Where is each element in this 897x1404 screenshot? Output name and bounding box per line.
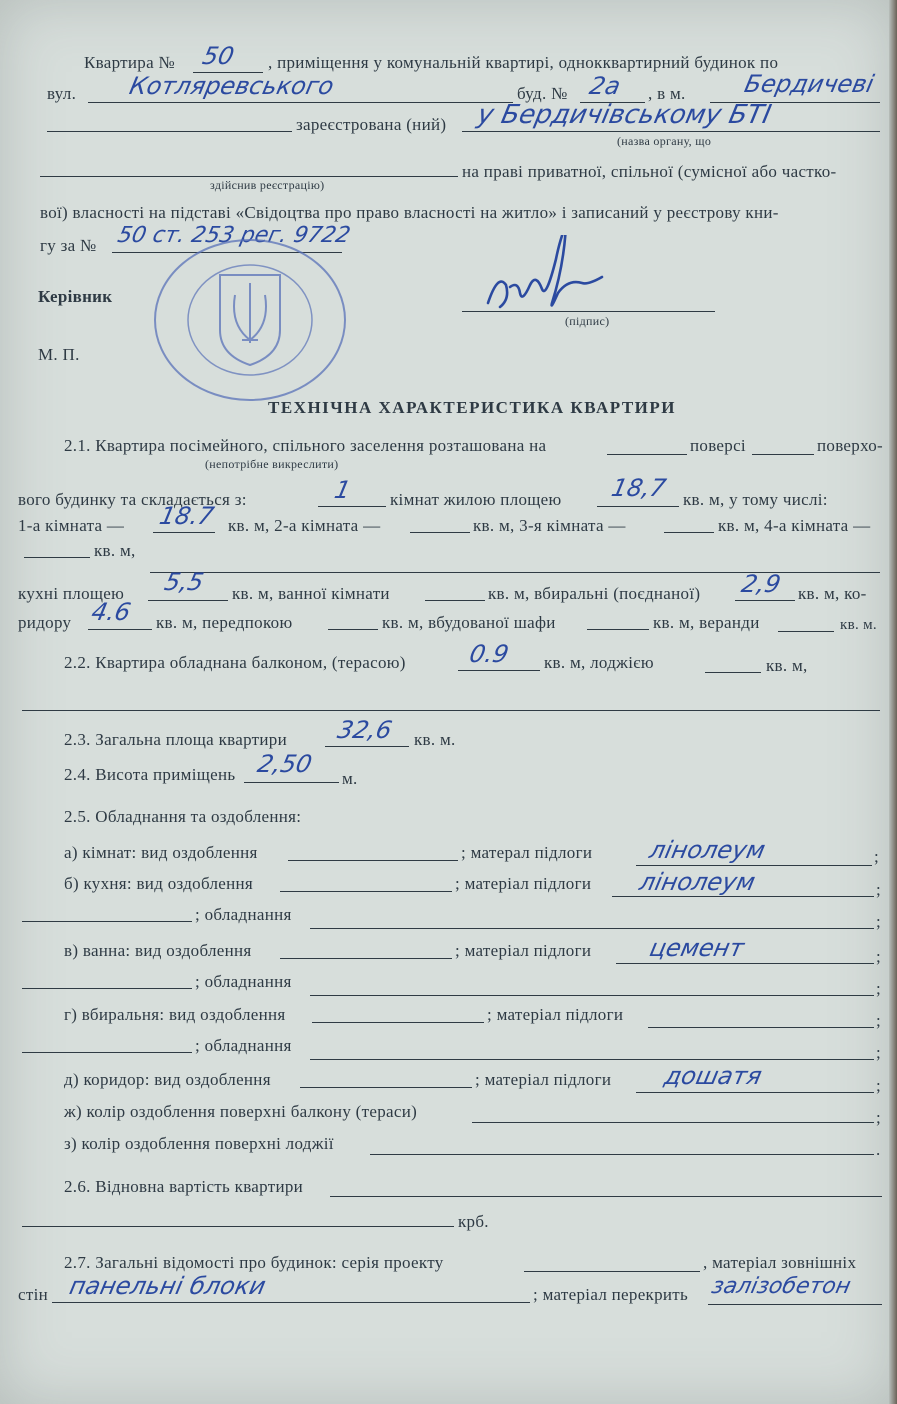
underline <box>148 600 228 601</box>
underline <box>310 928 874 929</box>
underline <box>462 311 715 312</box>
registrar-hint: (назва органу, що <box>617 134 712 148</box>
veranda-label: кв. м, веранди <box>653 613 760 632</box>
semicolon: ; <box>876 1108 882 1127</box>
corridor-value: 4.6 <box>89 598 134 626</box>
s22-label: 2.2. Квартира обладнана балконом, (терасою) <box>64 653 406 672</box>
underline <box>648 1027 874 1028</box>
underline <box>153 532 215 533</box>
underline <box>524 1271 700 1272</box>
s24-unit: м. <box>342 769 358 788</box>
room1-value: 18.7 <box>157 502 217 530</box>
veranda-unit: кв. м. <box>840 617 877 633</box>
balcony-color-label: ж) колір оздоблення поверхні балкону (тераси) <box>64 1102 418 1121</box>
kitchen-floor-value: лінолеум <box>637 868 758 896</box>
underline <box>330 1196 882 1197</box>
loggia-color-label: з) колір оздоблення поверхні лоджії <box>64 1134 334 1153</box>
s27-label: 2.7. Загальні відомості про будинок: серія проекту <box>64 1253 444 1272</box>
wc-floor-label: ; матеріал підлоги <box>487 1005 624 1024</box>
wc-equip-label: ; обладнання <box>195 1036 292 1055</box>
underline <box>705 672 761 673</box>
underline <box>708 1304 882 1305</box>
underline <box>607 454 687 455</box>
s21-storey-label: поверхо- <box>817 436 883 455</box>
kitchen-label: кухні площею <box>18 584 125 603</box>
underline <box>47 131 292 132</box>
room3-label: кв. м, 3-я кімната — <box>473 516 626 535</box>
apartment-number: 50 <box>200 42 237 70</box>
kitchen-floor-label: ; матеріал підлоги <box>455 874 592 893</box>
house-label: буд. № <box>517 84 568 103</box>
underline <box>597 506 679 507</box>
wc-value: 2,9 <box>739 570 784 598</box>
bathroom-label: кв. м, ванної кімнати <box>232 584 390 603</box>
s23-label: 2.3. Загальна площа квартири <box>64 730 287 749</box>
semicolon: ; <box>876 1076 882 1095</box>
underline <box>636 865 872 866</box>
s27-walls-label: стін <box>18 1285 48 1304</box>
underline <box>22 1052 192 1053</box>
regbook-label: гу за № <box>40 236 97 255</box>
underline <box>636 1092 874 1093</box>
room4-unit: кв. м, <box>94 541 136 560</box>
hallway-label: кв. м, передпокою <box>156 613 293 632</box>
s21-line2: вого будинку та складається з: <box>18 490 247 509</box>
period: . <box>876 1140 881 1159</box>
underline <box>325 746 409 747</box>
apartment-label: Квартира № <box>84 53 176 72</box>
s25-label: 2.5. Обладнання та оздоблення: <box>64 807 302 826</box>
room2-label: кв. м, 2-а кімната — <box>228 516 381 535</box>
underline <box>616 963 874 964</box>
semicolon: ; <box>876 1043 882 1062</box>
underline <box>22 1226 454 1227</box>
underline <box>288 860 458 861</box>
underline <box>22 988 192 989</box>
ceiling-value: залізобетон <box>709 1274 853 1299</box>
rooms-floor-label: ; матерал підлоги <box>461 843 593 862</box>
height-value: 2,50 <box>255 750 315 778</box>
street-value: Котляревського <box>127 72 337 100</box>
kitchen-equip-label: ; обладнання <box>195 905 292 924</box>
underline <box>370 1154 874 1155</box>
official-seal-stamp <box>150 235 350 405</box>
underline <box>664 532 714 533</box>
s21-floor-label: поверсі <box>690 436 746 455</box>
underline <box>280 958 452 959</box>
s21-hint: (непотрібне викреслити) <box>205 457 339 471</box>
s26-unit: крб. <box>458 1212 489 1231</box>
underline <box>425 600 485 601</box>
loggia-label: кв. м, лоджією <box>544 653 654 672</box>
kitchen-finish-label: б) кухня: вид оздоблення <box>64 874 254 893</box>
underline <box>318 506 386 507</box>
underline <box>24 557 90 558</box>
rooms-floor-value: лінолеум <box>647 836 768 864</box>
semicolon: ; <box>876 912 882 931</box>
basis-line: вої) власності на підставі «Свідоцтва про право власності на житло» і записаний у реєстрову кни- <box>40 203 779 222</box>
balcony-value: 0.9 <box>467 640 512 668</box>
street-label: вул. <box>47 84 77 103</box>
living-area-label: кімнат жилою площею <box>390 490 562 509</box>
rooms-count: 1 <box>332 476 354 504</box>
underline <box>612 896 874 897</box>
underline <box>300 1087 472 1088</box>
underline <box>280 891 452 892</box>
semicolon: ; <box>876 1011 882 1030</box>
city-value: Бердичеві <box>742 70 877 98</box>
bath-floor-value: цемент <box>647 934 747 962</box>
signature-hint: (підпис) <box>565 314 610 328</box>
city-label: , в м. <box>648 84 686 103</box>
underline <box>472 1122 874 1123</box>
s24-label: 2.4. Висота приміщень <box>64 765 236 784</box>
wc-finish-label: г) вбиральня: вид оздоблення <box>64 1005 286 1024</box>
corr-finish-label: д) коридор: вид оздоблення <box>64 1070 271 1089</box>
semicolon: ; <box>876 979 882 998</box>
underline <box>328 629 378 630</box>
ownership-line: на праві приватної, спільної (сумісної або частко- <box>462 162 837 181</box>
mp-label: М. П. <box>38 345 80 364</box>
bath-floor-label: ; матеріал підлоги <box>455 941 592 960</box>
underline <box>587 629 649 630</box>
semicolon: ; <box>876 880 882 899</box>
semicolon: ; <box>874 847 880 866</box>
underline <box>40 176 458 177</box>
underline <box>752 454 814 455</box>
manager-label: Керівник <box>38 287 113 306</box>
underline <box>22 710 880 711</box>
living-area-value: 18,7 <box>609 474 669 502</box>
wc-label: кв. м, вбиральні (поєднаної) <box>488 584 701 603</box>
bath-equip-label: ; обладнання <box>195 972 292 991</box>
loggia-unit: кв. м, <box>766 656 808 675</box>
bath-finish-label: в) ванна: вид оздоблення <box>64 941 252 960</box>
s23-unit: кв. м. <box>414 730 456 749</box>
registered-label: зареєстрована (ний) <box>296 115 447 134</box>
underline <box>52 1302 530 1303</box>
regbook-value: 50 ст. 253 рег. 9722 <box>115 223 353 248</box>
corr-floor-value: дошатя <box>662 1062 765 1090</box>
underline <box>778 631 834 632</box>
room1-label: 1-а кімната — <box>18 516 125 535</box>
registrar-value: у Бердичівському БТІ <box>474 100 774 130</box>
underline <box>312 1022 484 1023</box>
corridor-label-a: кв. м, ко- <box>798 584 867 603</box>
walls-value: панельні блоки <box>67 1272 269 1300</box>
rooms-finish-label: а) кімнат: вид оздоблення <box>64 843 258 862</box>
corridor-label: ридору <box>18 613 72 632</box>
kitchen-value: 5,5 <box>162 568 207 596</box>
underline <box>462 131 880 132</box>
section-title: ТЕХНІЧНА ХАРАКТЕРИСТИКА КВАРТИРИ <box>268 398 676 417</box>
underline <box>88 629 152 630</box>
house-value: 2а <box>587 72 623 100</box>
page-edge-shadow <box>889 0 897 1404</box>
room4-label: кв. м, 4-а кімната — <box>718 516 871 535</box>
header-line1: , приміщення у комунальній квартирі, однокквартирний будинок по <box>268 53 779 72</box>
total-area-value: 32,6 <box>335 716 395 744</box>
registrar-hint-2: здійснив реєстрацію) <box>210 178 325 192</box>
underline <box>244 782 339 783</box>
closet-label: кв. м, вбудованої шафи <box>382 613 556 632</box>
s27-ceiling-label: ; матеріал перекрить <box>533 1285 689 1304</box>
underline <box>410 532 470 533</box>
including-label: кв. м, у тому числі: <box>683 490 828 509</box>
underline <box>310 1059 874 1060</box>
underline <box>458 670 540 671</box>
semicolon: ; <box>876 947 882 966</box>
corr-floor-label: ; матеріал підлоги <box>475 1070 612 1089</box>
underline <box>22 921 192 922</box>
s26-label: 2.6. Відновна вартість квартири <box>64 1177 304 1196</box>
underline <box>735 600 795 601</box>
underline <box>310 995 874 996</box>
s27-walls-a: , матеріал зовнішніх <box>703 1253 857 1272</box>
underline <box>88 102 513 103</box>
s21-line1: 2.1. Квартира посімейного, спільного заселення розташована на <box>64 436 547 455</box>
